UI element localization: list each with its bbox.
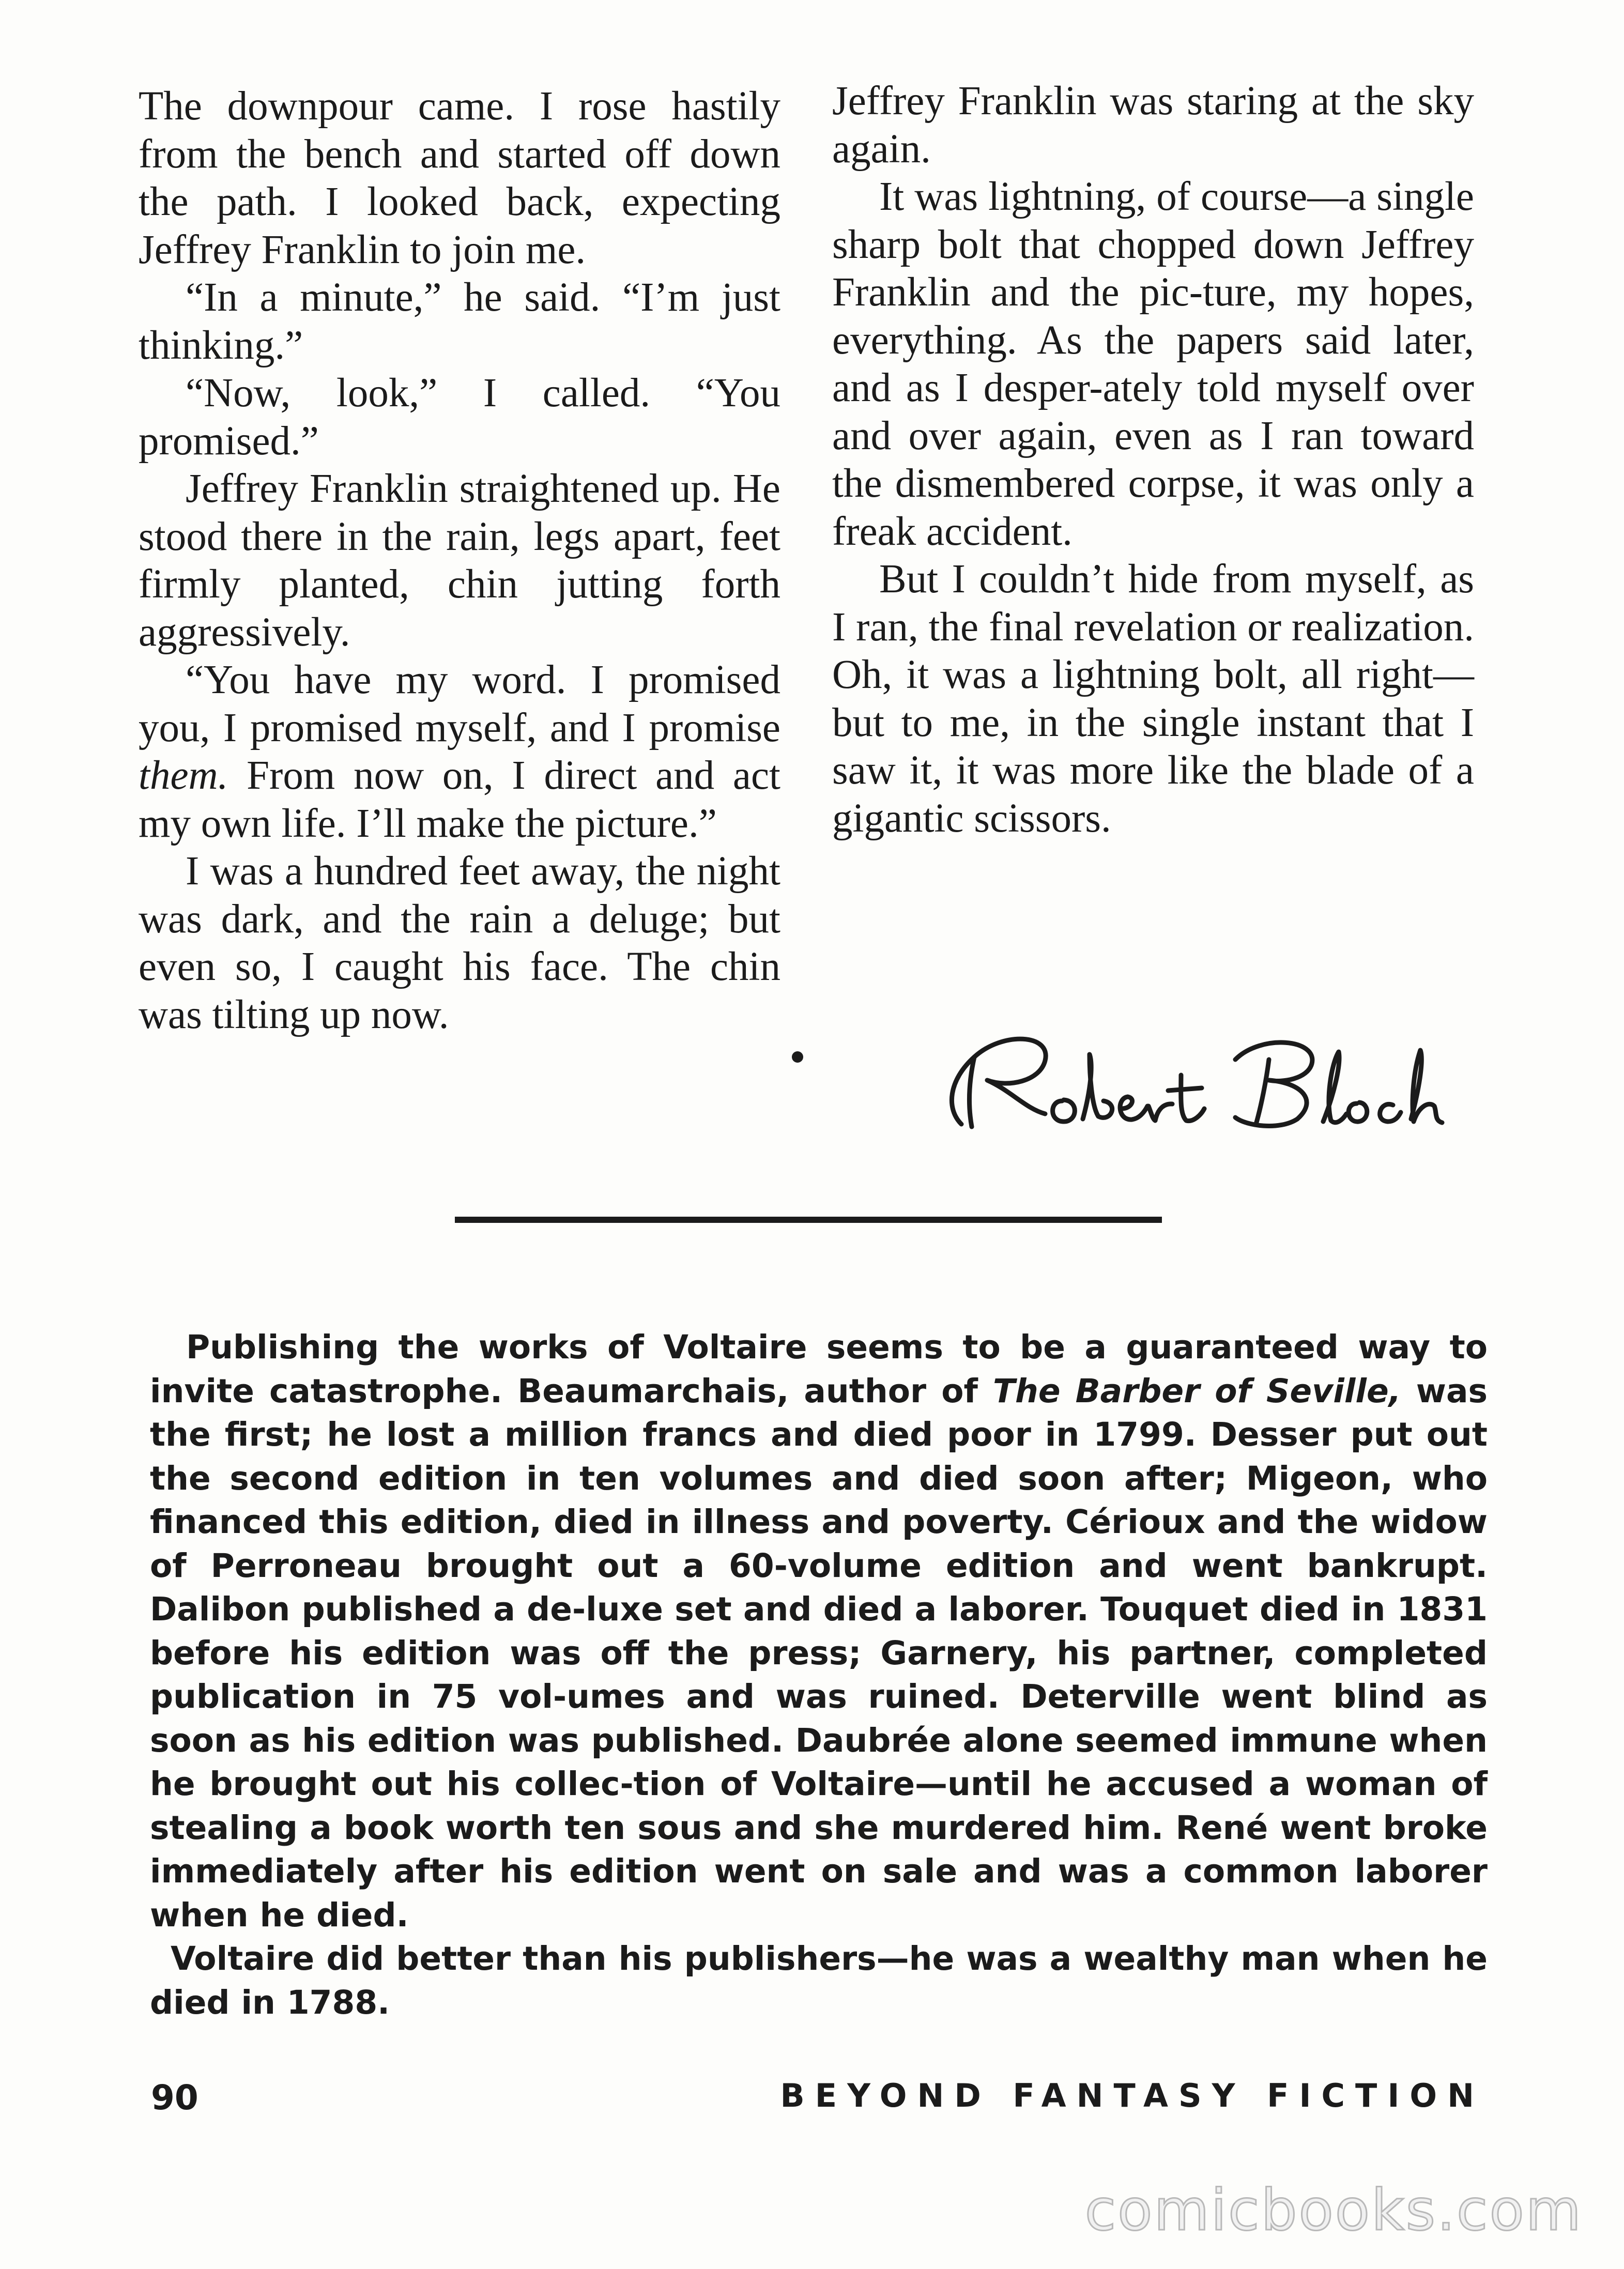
story-paragraph: “Now, look,” I called. “You promised.” xyxy=(139,371,780,464)
story-paragraph: Jeffrey Franklin was staring at the sky again. xyxy=(832,79,1474,172)
story-paragraph: The downpour came. I rose hastily from the bench and started off down the path. I looked back, expecting Jeffrey Franklin to join me. xyxy=(139,84,780,272)
filler-book-title: The Barber of Seville, xyxy=(993,1372,1401,1410)
story-paragraph: “In a minute,” he said. “I’m just thinking.” xyxy=(139,275,780,368)
magazine-title: BEYOND FANTASY FICTION xyxy=(780,2077,1484,2114)
story-right-column xyxy=(832,78,1474,842)
site-watermark: comicbooks.com xyxy=(1084,2177,1583,2243)
story-italic-text: them. xyxy=(139,753,228,798)
story-paragraph: I was a hundred feet away, the night was dark, and the rain a deluge; but even so, I caught his face. The chin was tilting up now. xyxy=(139,849,780,1037)
story-text: From now on, I direct and act my own life. I’ll make the picture.” xyxy=(139,753,781,846)
story-paragraph: It was lightning, of course—a single sharp bolt that chopped down Jeffrey Franklin and the pic-ture, my hopes, everything. As the papers said later, and as I desper-ately told myself over and over again, even as I ran toward the dismembered corpse, it was only a freak accident. xyxy=(832,174,1474,554)
story-left-column xyxy=(139,83,780,1039)
filler-paragraph: Voltaire did better than his publishers—he was a wealthy man when he died in 1788. xyxy=(150,1940,1488,2021)
story-paragraph: But I couldn’t hide from myself, as I ran, the final revelation or realization. Oh, it was a lightning bolt, all right—but to me, in the single instant that I saw it, it was more like the blade of a gigantic scissors. xyxy=(832,557,1474,841)
filler-paragraph xyxy=(150,1326,1488,1937)
section-divider xyxy=(455,1217,1162,1223)
page-number: 90 xyxy=(151,2078,198,2118)
filler-text: was the first; he lost a million francs and died poor in 1799. Desser put out the second edition in ten volumes and died soon after; Migeon, who financed this edition, died in illness and poverty. Cérioux and the widow of Perroneau brought out a 60-volume edition and went bankrupt. Dalibon published a de-luxe set and died a laborer. Touquet died in 1831 before his edition was off the press; Garnery, his partner, completed publication in 75 vol-umes and was ruined. Deterville went blind as soon as his edition was published. Daubrée alone seemed immune when he brought out his collec-tion of Voltaire—until he accused a woman of stealing a book worth ten sous and she murdered him. René went broke immediately after his edition went on sale and was a common laborer when he died. xyxy=(150,1372,1488,1934)
voltaire-filler xyxy=(150,1326,1488,2025)
filler-text: Publishing the works of Voltaire seems to be a guaranteed way to invite catastrophe. Beaumarchais, author of xyxy=(150,1328,1488,1410)
author-signature xyxy=(925,1003,1447,1142)
story-paragraph: Jeffrey Franklin straightened up. He stood there in the rain, legs apart, feet firmly planted, chin jutting forth aggressively. xyxy=(139,466,780,655)
end-bullet xyxy=(792,1051,803,1063)
story-paragraph xyxy=(139,656,780,848)
story-text: “You have my word. I promised you, I promised myself, and I promise xyxy=(139,657,780,750)
